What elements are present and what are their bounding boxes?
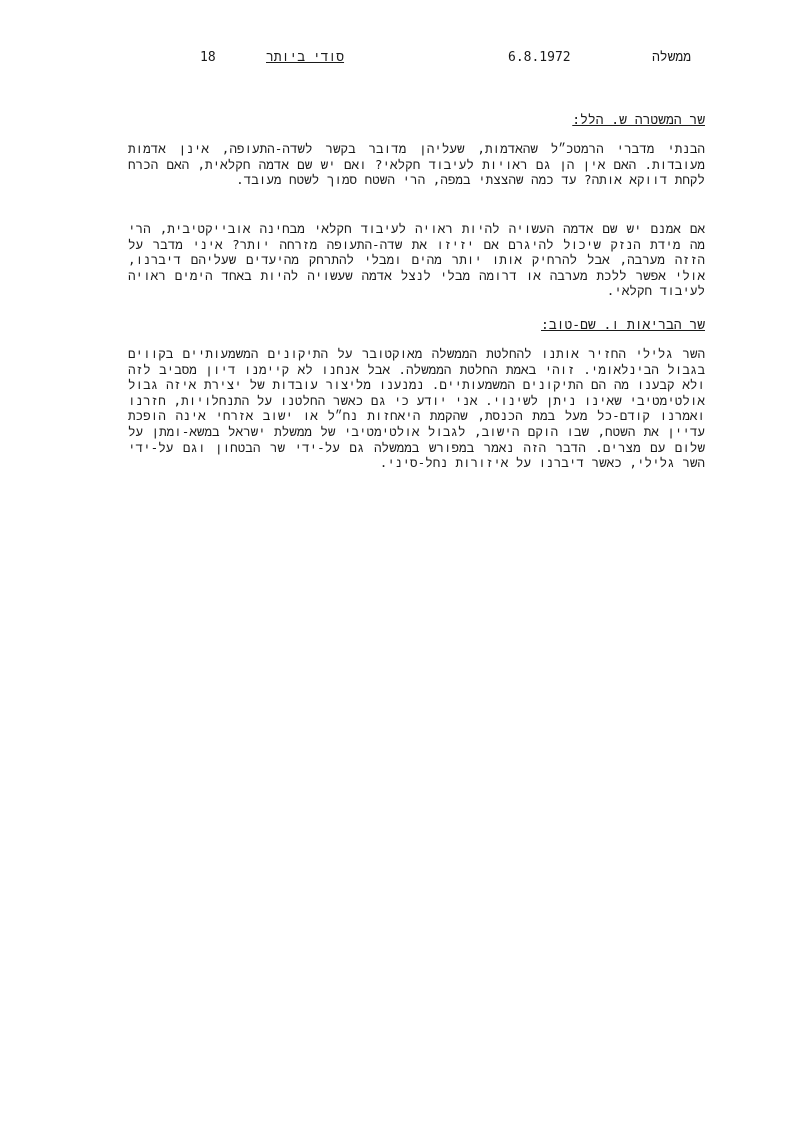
paragraph-health-1: השר גלילי החזיר אותנו להחלטת הממשלה מאוקטובר על התיקונים המשמעותיים בקווים בגבול הבינלאומי. זוהי באמת החלטת הממשלה. אבל אנחנו לא קיימנו דיון מסביב לזה ולא קבענו מה הם התיקונים המשמעותיים. נמנענו מליצור עובדות של יצירת איזה גבול אולטימטיבי שאינו ניתן לשינוי. אני יודע כי גם כאשר החלטנו על התנחלויות, חזרנו ואמרנו קודם-כל מעל במת הכנסת, שהקמת היאחזות נח״ל או ישוב אזרחי אינה הופכת עדיין את השטח, שבו הוקם הישוב, לגבול אולטימטיבי של ממשלת ישראל במשא-ומתן על שלום עם מצרים. הדבר הזה נאמר במפורש בממשלה גם על-ידי שר הבטחון וגם על-ידי השר גלילי, כאשר דיברנו על איזורות נחל-סיני. [128,346,705,471]
page-number: 18 [200,50,216,65]
organization-label: ממשלה [652,50,692,65]
classification-label: סודי ביותר [266,50,345,65]
speaker-heading-police-minister: שר המשטרה ש. הלל: [572,113,705,128]
paragraph-police-2: אם אמנם יש שם אדמה העשויה להיות ראויה לעיבוד חקלאי מבחינה אובייקטיבית, הרי מה מידת הנזק שיכול להיגרם אם יזיזו את שדה-התעופה מזרחה יותר? איני מדבר על הזזה מערבה, אבל להרחיק אותו יותר מהים ומבלי להתרחק מהיעדים שעליהם דיברנו, אולי אפשר ללכת מערבה או דרומה מבלי לנצל אדמה שעשויה להיות באחד הימים ראויה לעיבוד חקלאי. [128,221,705,299]
document-date: 6.8.1972 [508,50,571,65]
paragraph-police-1: הבנתי מדברי הרמטכ״ל שהאדמות, שעליהן מדובר בקשר לשדה-התעופה, אינן אדמות מעובדות. האם אין הן גם ראויות לעיבוד חקלאי? ואם יש שם אדמה חקלאית, האם הכרח לקחת דווקא אותה? עד כמה שהצצתי במפה, הרי השטח סמוך לשטח מעובד. [128,141,705,188]
speaker-heading-health-minister: שר הבריאות ו. שם-טוב: [541,318,705,333]
